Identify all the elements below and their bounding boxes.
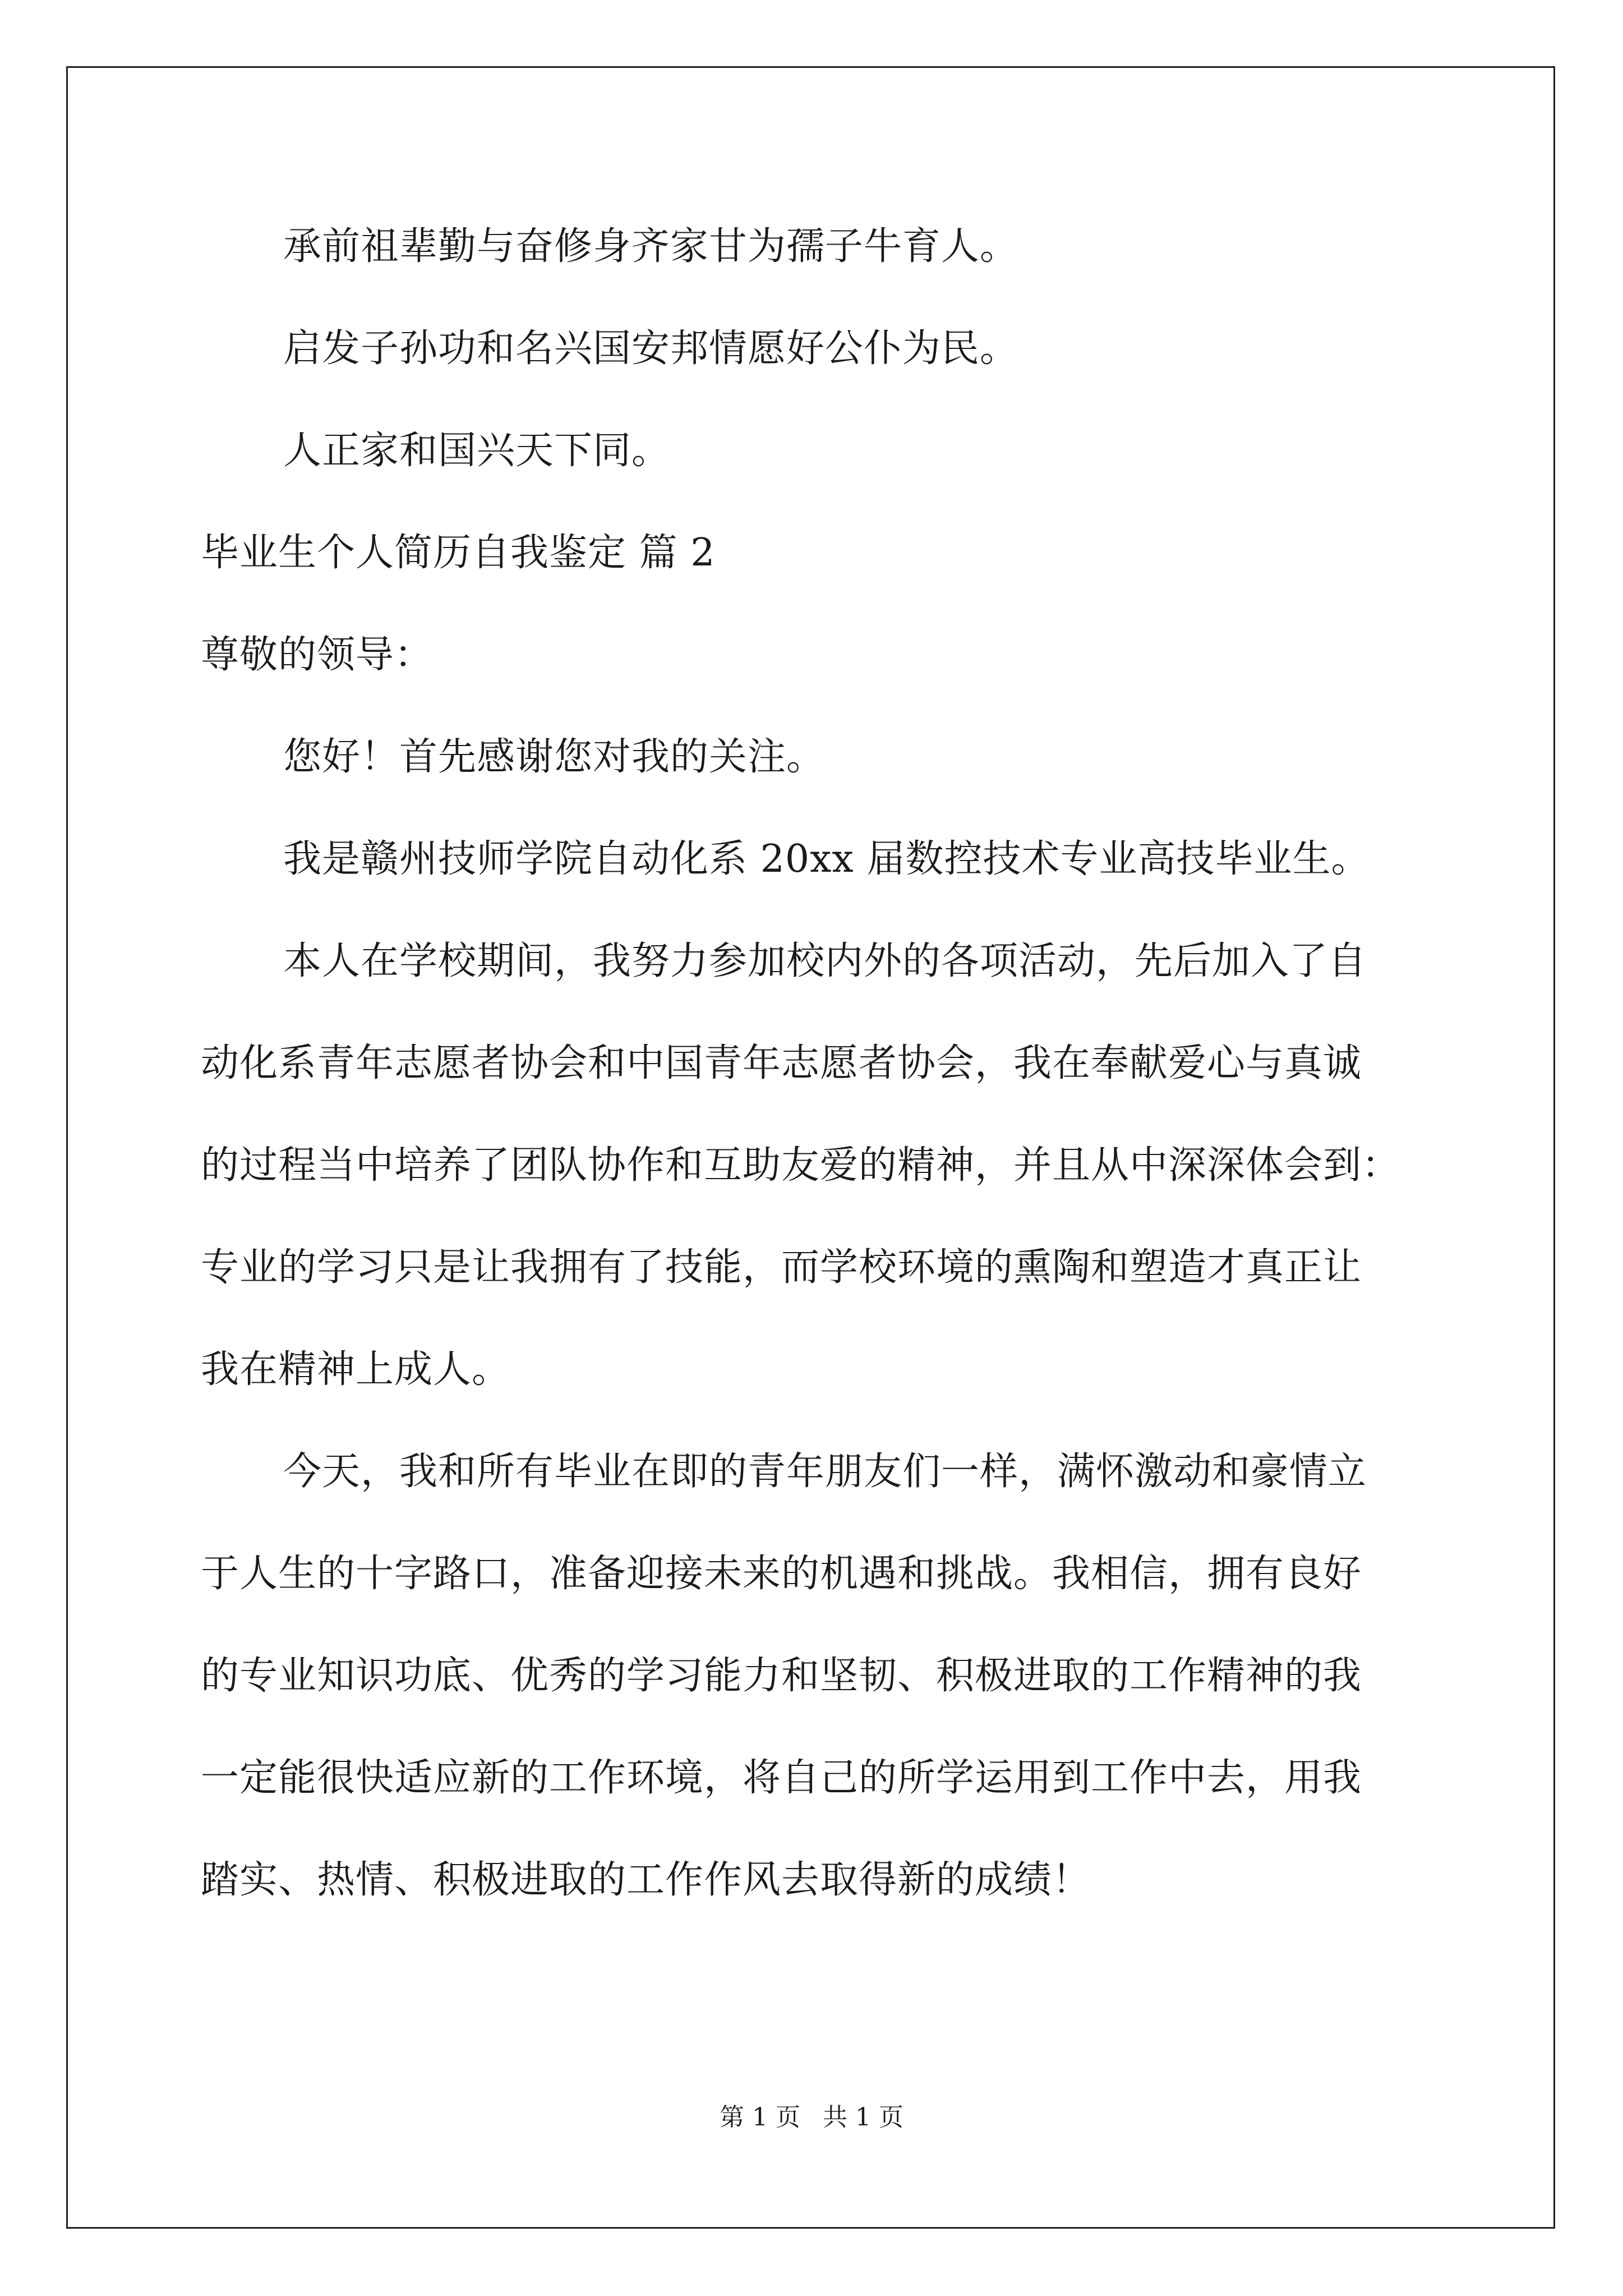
paragraph-outlook — [201, 1447, 1451, 1906]
paragraph-line: 今天，我和所有毕业在即的青年朋友们一样，满怀激动和豪情立 — [283, 1450, 1367, 1494]
poem-line-2: 启发子孙功和名兴国安邦情愿好公仆为民。 — [283, 326, 1019, 371]
paragraph-line: 的专业知识功底、优秀的学习能力和坚韧、积极进取的工作精神的我 — [201, 1654, 1362, 1698]
paragraph-line: 一定能很快适应新的工作环境，将自己的所学运用到工作中去，用我 — [201, 1756, 1362, 1800]
paragraph-line: 本人在学校期间，我努力参加校内外的各项活动，先后加入了自 — [283, 939, 1367, 983]
paragraph-line: 动化系青年志愿者协会和中国青年志愿者协会，我在奉献爱心与真诚 — [201, 1041, 1362, 1085]
paragraph-line: 的过程当中培养了团队协作和互助友爱的精神，并且从中深深体会到： — [201, 1143, 1401, 1188]
salutation: 尊敬的领导： — [201, 633, 434, 677]
paragraph-greeting: 您好！首先感谢您对我的关注。 — [283, 735, 826, 779]
paragraph-line: 踏实、热情、积极进取的工作作风去取得新的成绩！ — [201, 1858, 1091, 1902]
poem-line-1: 承前祖辈勤与奋修身齐家甘为孺子牛育人。 — [283, 224, 1019, 269]
paragraph-line: 于人生的十字路口，准备迎接未来的机遇和挑战。我相信，拥有良好 — [201, 1552, 1362, 1596]
page-footer — [0, 2101, 1623, 2134]
poem-line-3: 人正家和国兴天下同。 — [283, 429, 671, 473]
section-heading: 毕业生个人简历自我鉴定 篇 2 — [201, 531, 716, 575]
page-total: 共 1 页 — [823, 2103, 903, 2132]
paragraph-intro: 我是赣州技师学院自动化系 20xx 届数控技术专业高技毕业生。 — [283, 837, 1370, 881]
document-body — [201, 222, 1451, 1906]
paragraph-school-activities — [201, 936, 1451, 1395]
paragraph-line: 我在精神上成人。 — [201, 1347, 511, 1392]
paragraph-line: 专业的学习只是让我拥有了技能，而学校环境的熏陶和塑造才真正让 — [201, 1245, 1362, 1290]
page-number: 第 1 页 — [720, 2103, 800, 2132]
